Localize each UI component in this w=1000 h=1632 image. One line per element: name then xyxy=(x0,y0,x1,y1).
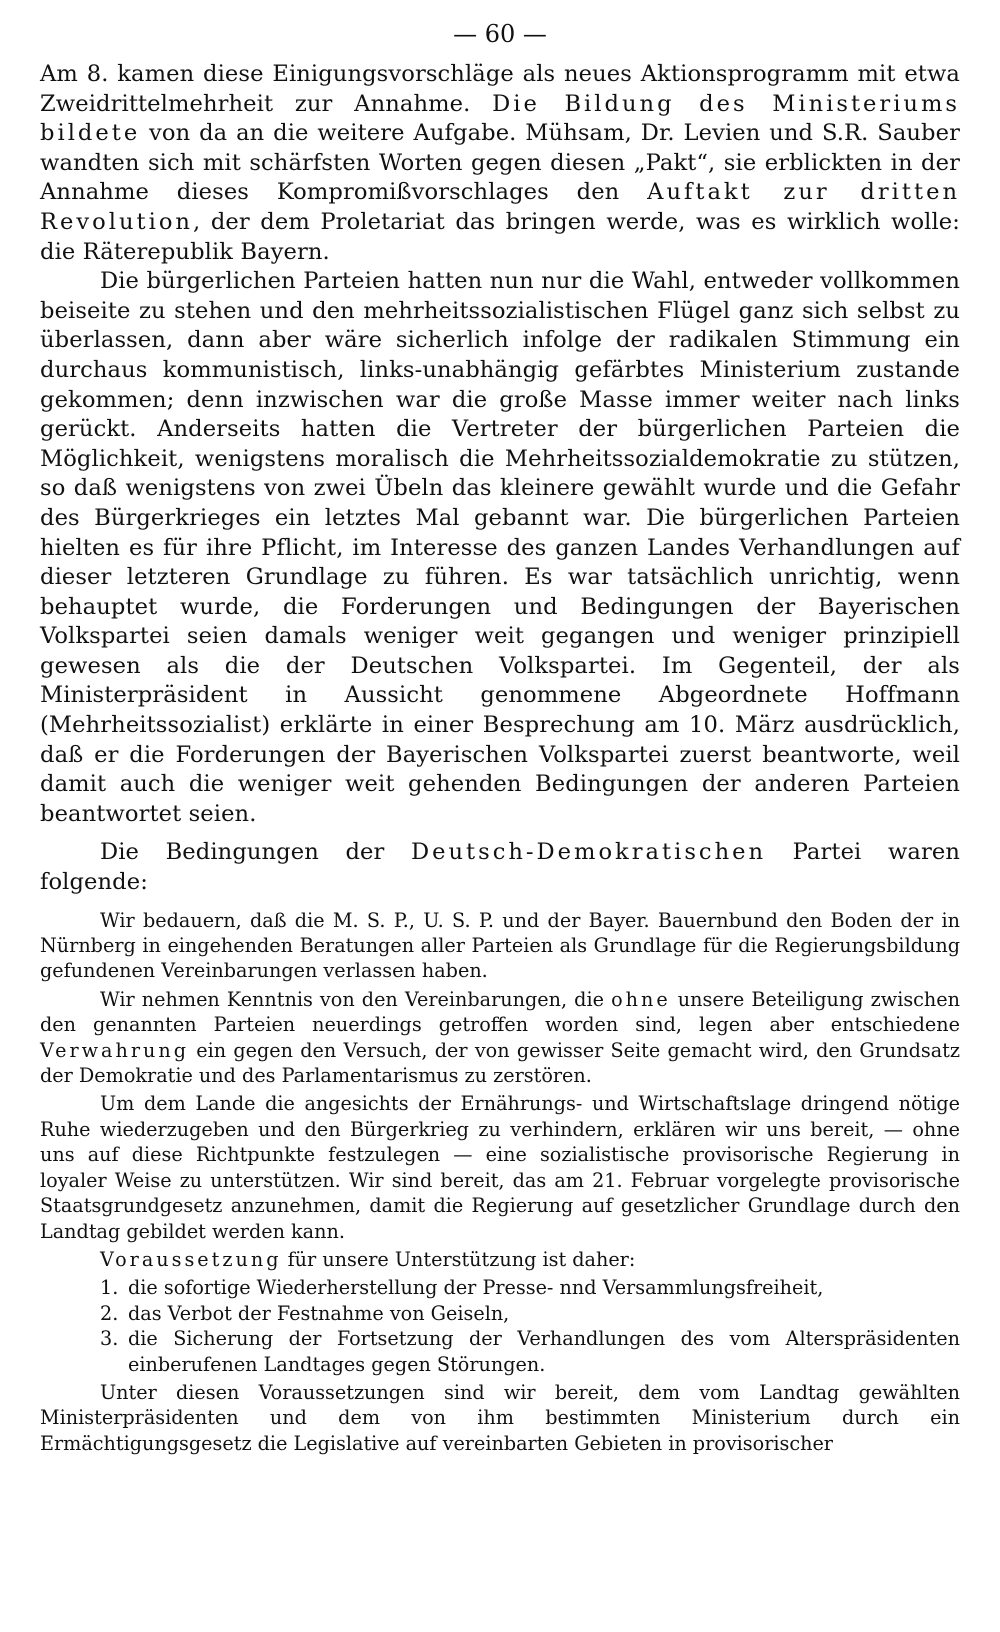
quote-paragraph-2 xyxy=(40,987,960,1089)
conditions-list xyxy=(40,1275,960,1377)
quote-paragraph-4-text: für unsere Unterstützung ist daher: xyxy=(281,1247,636,1271)
paragraph-1-emphasis-b: Auftakt zur dritten Revolution xyxy=(40,179,960,235)
paragraph-1-emphasis-a: Die Bildung des Ministeriums bildete xyxy=(40,90,960,147)
paragraph-3-emphasis: Deutsch-Demokratischen xyxy=(410,839,767,866)
condition-item xyxy=(40,1275,960,1300)
paragraph-2: Die bürgerlichen Parteien hatten nun nur die Wahl, entweder vollkommen beiseite zu stehen und den mehrheitssozialistischen Flügel ganz sich selbst zu überlassen, dann aber wäre sicherlich infolge der radikalen Stimmung ein durchaus kommunistisch, links-unabhängig gefärbtes Ministerium zustande gekommen; denn inzwischen war die große Masse immer weiter nach links gerückt. Anderseits hatten die Vertreter der bürgerlichen Parteien die Möglichkeit, wenigstens moralisch die Mehrheitssozialdemokratie zu stützen, so daß wenigstens von zwei Übeln das kleinere gewählt wurde und die Gefahr des Bürgerkrieges ein letztes Mal gebannt war. Die bürgerlichen Parteien hielten es für ihre Pflicht, im Interesse des ganzen Landes Verhandlungen auf dieser letzteren Grundlage zu führen. Es war tatsächlich unrichtig, wenn behauptet wurde, die Forderungen und Bedingungen der Bayerischen Volkspartei seien damals weniger weit gegangen und weniger prinzipiell gewesen als die der Deutschen Volkspartei. Im Gegenteil, der als Ministerpräsident in Aussicht genommene Abgeordnete Hoffmann (Mehrheitssozialist) erklärte in einer Besprechung am 10. März ausdrücklich, daß er die Forderungen der Bayerischen Volkspartei zuerst beantworte, weil damit auch die weniger weit gehenden Bedingungen der anderen Parteien beantwortet seien. xyxy=(40,268,960,827)
paragraph-1-text-a: Am 8. kamen diese Einigungsvorschläge als neues Aktionsprogramm mit etwa Zweidrittelmehrheit zur Annahme. xyxy=(40,61,960,117)
quote-paragraph-2-emphasis-a: ohne xyxy=(611,987,671,1011)
paragraph-3-text-b: Partei waren folgende: xyxy=(40,839,960,896)
condition-text: das Verbot der Festnahme von Geiseln, xyxy=(128,1301,510,1325)
paragraph-3 xyxy=(40,838,960,897)
condition-number: 3. xyxy=(100,1327,119,1351)
quoted-declaration xyxy=(40,908,960,1457)
condition-number: 2. xyxy=(100,1301,119,1325)
quote-paragraph-2-text-a: Wir nehmen Kenntnis von den Vereinbarungen, die xyxy=(100,987,612,1011)
quote-paragraph-3: Um dem Lande die angesichts der Ernährungs- und Wirtschaftslage dringend nötige Ruhe wiederzugeben und den Bürgerkrieg zu verhindern, erklären wir uns bereit, — ohne uns auf diese Richtpunkte festzulegen — eine sozialistische provisorische Regierung in loyaler Weise zu unterstützen. Wir sind bereit, das am 21. Februar vorgelegte provisorische Staatsgrundgesetz anzunehmen, damit die Regierung auf gesetzlicher Grundlage durch den Landtag gebildet werden kann. xyxy=(40,1092,960,1243)
condition-number: 1. xyxy=(100,1276,119,1300)
quote-paragraph-1: Wir bedauern, daß die M. S. P., U. S. P. und der Bayer. Bauernbund den Boden der in Nürnberg in eingehenden Beratungen aller Parteien als Grundlage für die Regierungsbildung gefundenen Vereinbarungen verlassen haben. xyxy=(40,908,960,983)
condition-text: die Sicherung der Fortsetzung der Verhandlungen des vom Alterspräsidenten einberufenen Landtages gegen Störungen. xyxy=(128,1327,960,1376)
quote-paragraph-2-text-b: unsere Beteiligung zwischen den genannten Parteien neuerdings getroffen worden sind, legen aber entschiedene xyxy=(40,987,960,1037)
paragraph-1 xyxy=(40,60,960,267)
quote-paragraph-2-text-c: ein gegen den Versuch, der von gewisser Seite gemacht wird, den Grundsatz der Demokratie und des Parlamentarismus zu zerstören. xyxy=(40,1038,960,1088)
condition-item xyxy=(40,1301,960,1326)
main-text xyxy=(40,60,960,898)
quote-paragraph-4 xyxy=(40,1247,960,1272)
document-page xyxy=(40,14,960,1456)
quote-paragraph-5: Unter diesen Voraussetzungen sind wir bereit, dem vom Landtag gewählten Ministerpräsidenten und dem von ihm bestimmten Ministerium durch ein Ermächtigungsgesetz die Legislative auf vereinbarten Gebieten in provisorischer xyxy=(40,1380,960,1455)
paragraph-1-text-c: , der dem Proletariat das bringen werde, was es wirklich wolle: die Räterepublik Bayern. xyxy=(40,208,960,265)
paragraph-1-text-b: von da an die weitere Aufgabe. Mühsam, Dr. Levien und S.R. Sauber wandten sich mit schärfsten Worten gegen diesen „Pakt“, sie erblickten in der Annahme dieses Kompromißvorschlages den xyxy=(40,120,960,206)
condition-item xyxy=(40,1326,960,1377)
paragraph-3-text-a: Die Bedingungen der xyxy=(100,839,411,866)
quote-paragraph-2-emphasis-b: Verwahrung xyxy=(40,1038,190,1062)
page-number: — 60 — xyxy=(453,20,547,48)
quote-paragraph-4-emphasis: Voraussetzung xyxy=(100,1247,282,1271)
condition-text: die sofortige Wiederherstellung der Presse- nnd Versammlungsfreiheit, xyxy=(128,1276,824,1300)
